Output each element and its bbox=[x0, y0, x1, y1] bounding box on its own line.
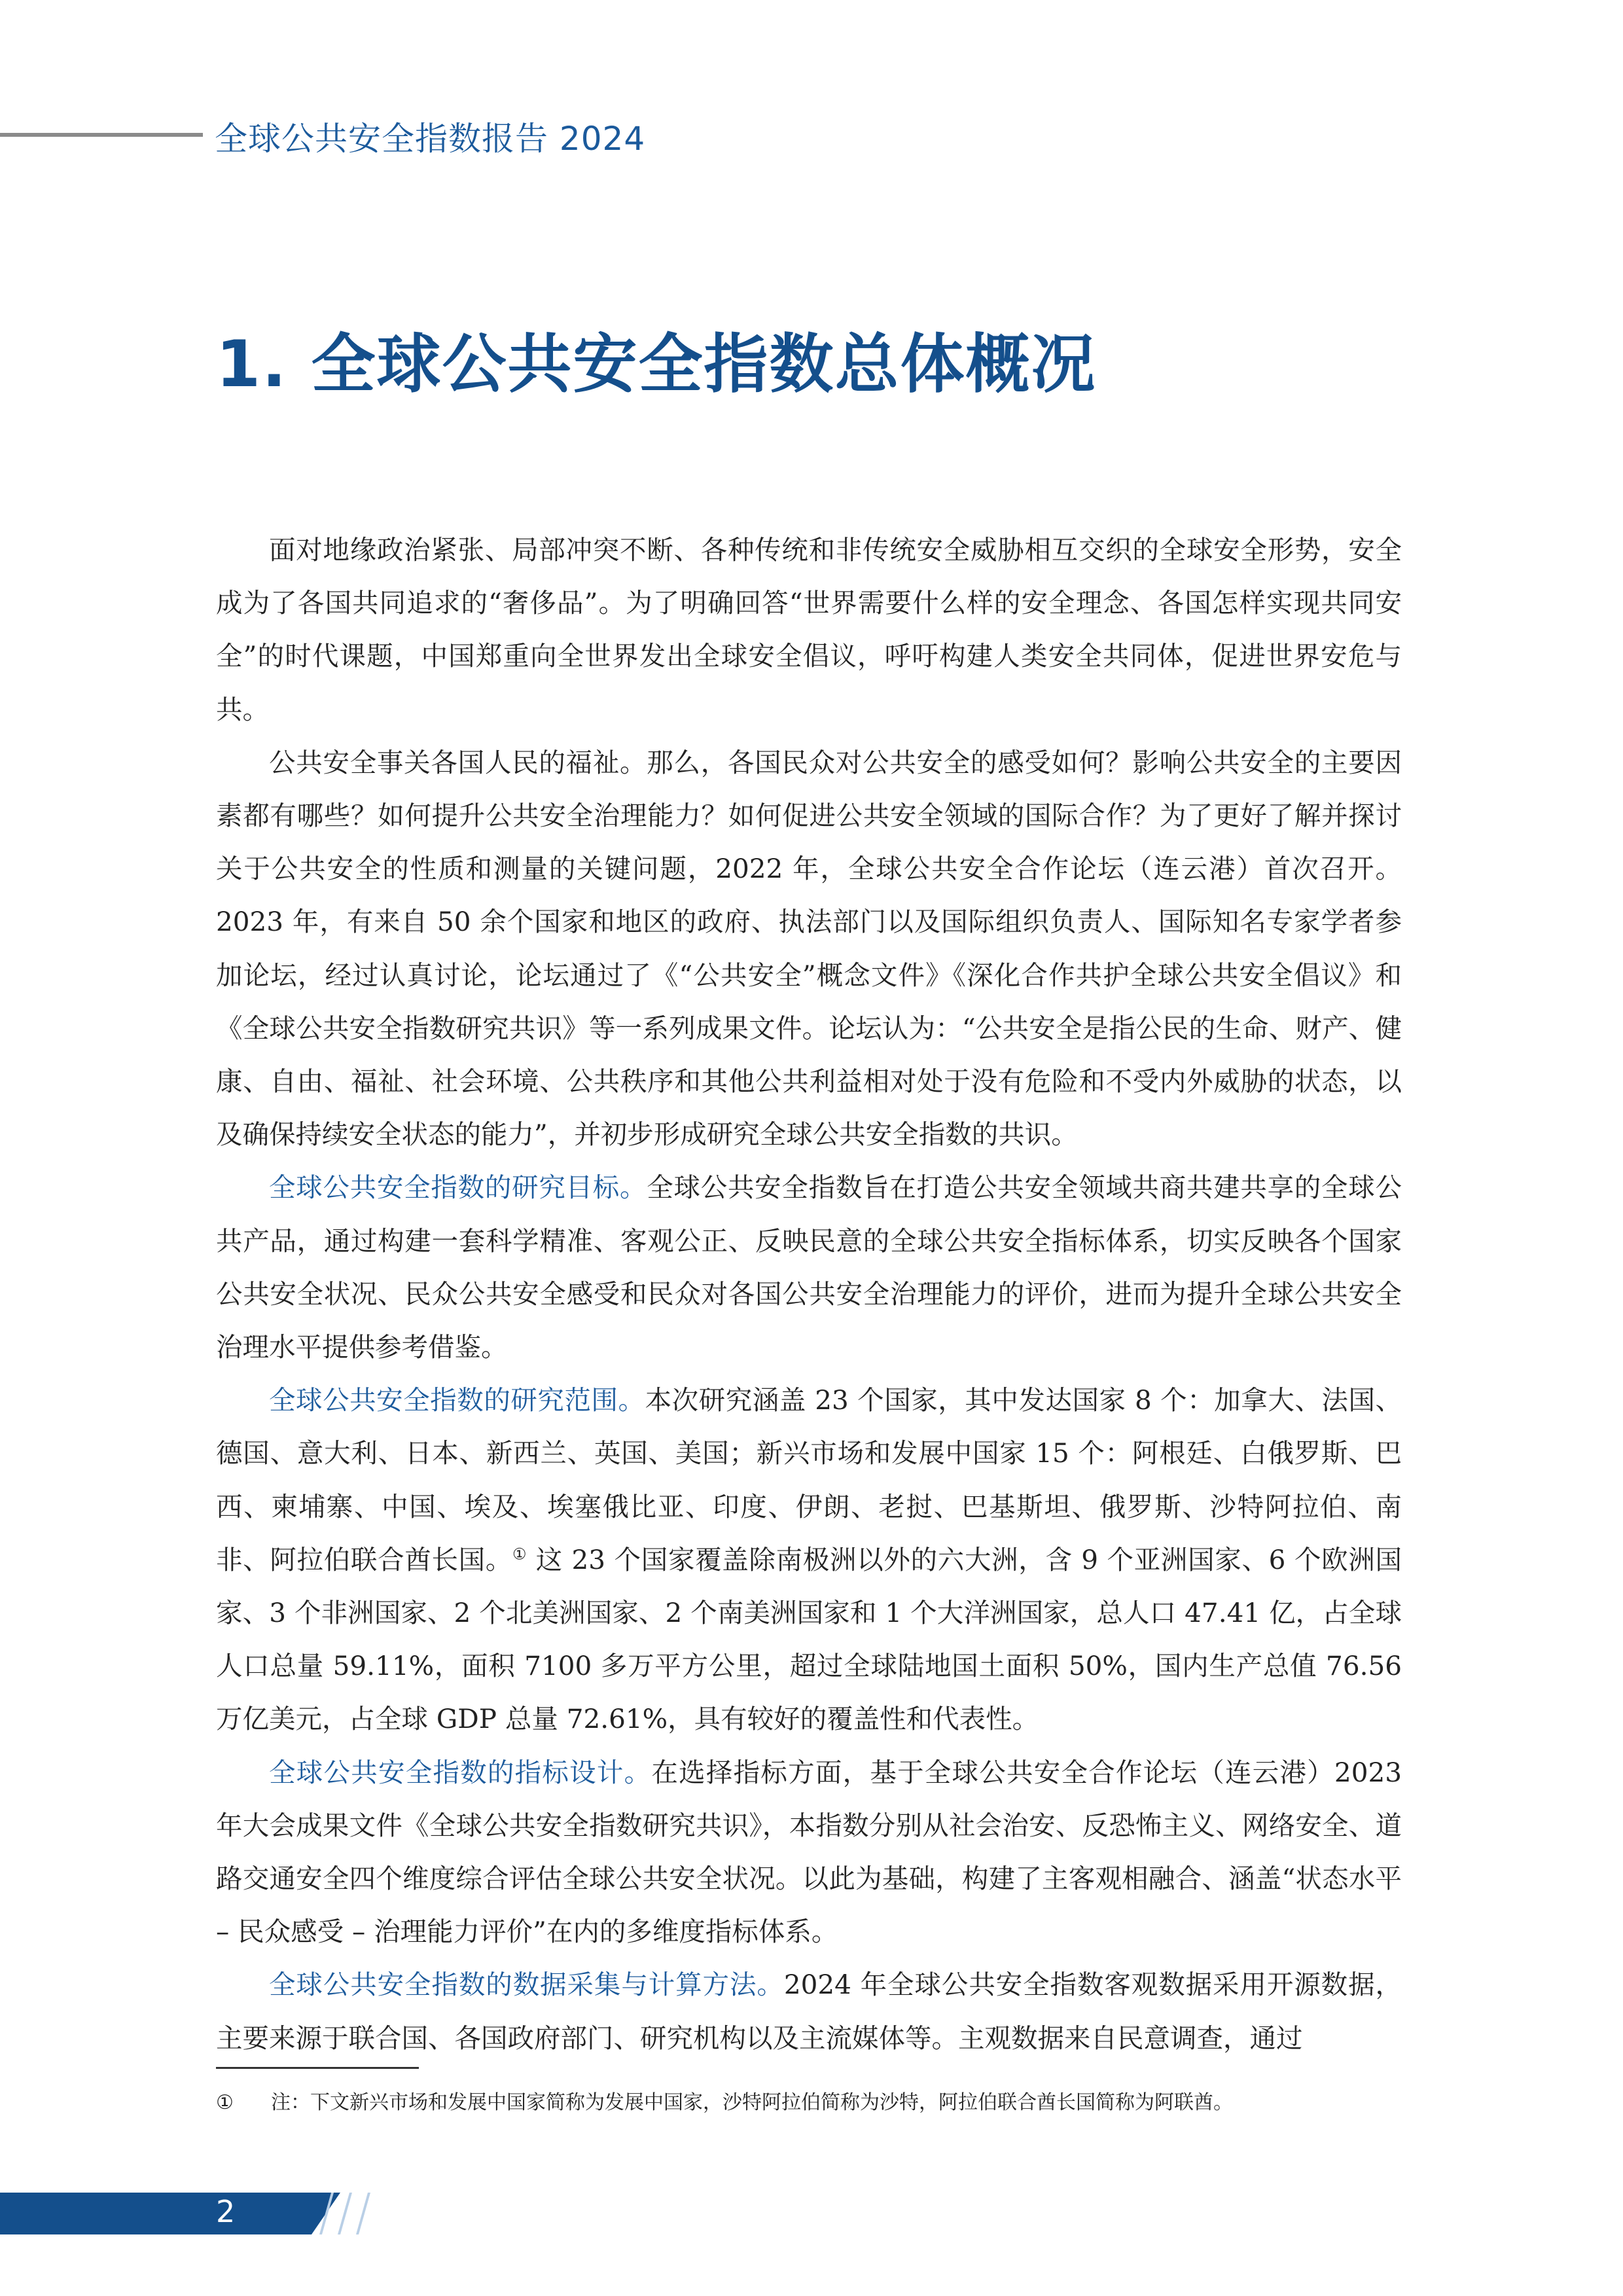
paragraph-indicator-design bbox=[216, 1746, 1402, 1959]
section-title: 1. 全球公共安全指数总体概况 bbox=[216, 327, 1097, 402]
indicator-design-heading: 全球公共安全指数的指标设计。 bbox=[269, 1756, 652, 1788]
running-header-title: 全球公共安全指数报告 2024 bbox=[215, 120, 646, 158]
data-method-heading: 全球公共安全指数的数据采集与计算方法。 bbox=[269, 1969, 784, 2001]
page-number: 2 bbox=[216, 2194, 236, 2229]
footnote bbox=[216, 2088, 1402, 2118]
paragraph-research-scope bbox=[216, 1374, 1402, 1746]
footnote-rule bbox=[216, 2067, 419, 2069]
header-rule bbox=[0, 133, 203, 137]
paragraph-data-method bbox=[216, 1958, 1402, 2064]
paragraph-1 bbox=[216, 524, 1402, 736]
body-text bbox=[216, 524, 1402, 2065]
research-scope-heading: 全球公共安全指数的研究范围。 bbox=[269, 1384, 645, 1416]
research-scope-text-b: 这 23 个国家覆盖除南极洲以外的六大洲，含 9 个亚洲国家、6 个欧洲国家、3 个非洲国家、2 个北美洲国家、2 个南美洲国家和 1 个大洋洲国家，总人口 47.41 亿，占全球人口总量 59.11%，面积 7100 多万平方公里，超过全球陆地国土面积 50%，国内生产总值 76.56 万亿美元，占全球 GDP 总量 72.61%，具有较好的覆盖性和代表性。 bbox=[216, 1543, 1402, 1735]
footnote-reference[interactable]: ① bbox=[512, 1545, 527, 1564]
footnote-mark: ① bbox=[216, 2091, 234, 2114]
research-goal-text: 全球公共安全指数旨在打造公共安全领域共商共建共享的全球公共产品，通过构建一套科学精准、客观公正、反映民意的全球公共安全指标体系，切实反映各个国家公共安全状况、民众公共安全感受和民众对各国公共安全治理能力的评价，进而为提升全球公共安全治理水平提供参考借鉴。 bbox=[216, 1172, 1402, 1363]
indicator-design-text: 在选择指标方面，基于全球公共安全合作论坛（连云港）2023 年大会成果文件《全球公共安全指数研究共识》，本指数分别从社会治安、反恐怖主义、网络安全、道路交通安全四个维度综合评估全球公共安全状况。以此为基础，构建了主客观相融合、涵盖“状态水平 – 民众感受 – 治理能力评价”在内的多维度指标体系。 bbox=[216, 1756, 1402, 1948]
research-scope-text-a: 本次研究涵盖 23 个国家，其中发达国家 8 个：加拿大、法国、德国、意大利、日本、新西兰、英国、美国；新兴市场和发展中国家 15 个：阿根廷、白俄罗斯、巴西、柬埔寨、中国、埃及、埃塞俄比亚、印度、伊朗、老挝、巴基斯坦、俄罗斯、沙特阿拉伯、南非、阿拉伯联合酋长国。 bbox=[216, 1384, 1402, 1575]
footer-band bbox=[0, 2193, 340, 2234]
footer-stripe-2 bbox=[338, 2193, 352, 2234]
research-goal-heading: 全球公共安全指数的研究目标。 bbox=[269, 1172, 647, 1204]
data-method-text: 2024 年全球公共安全指数客观数据采用开源数据，主要来源于联合国、各国政府部门、研究机构以及主流媒体等。主观数据来自民意调查，通过 bbox=[216, 1969, 1402, 2054]
footer-stripe-3 bbox=[356, 2193, 370, 2234]
paragraph-research-goal bbox=[216, 1161, 1402, 1374]
footnote-text: 注：下文新兴市场和发展中国家简称为发展中国家，沙特阿拉伯简称为沙特，阿拉伯联合酋长国简称为阿联酋。 bbox=[271, 2091, 1233, 2114]
paragraph-2-text: 公共安全事关各国人民的福祉。那么，各国民众对公共安全的感受如何？影响公共安全的主要因素都有哪些？如何提升公共安全治理能力？如何促进公共安全领域的国际合作？为了更好了解并探讨关于公共安全的性质和测量的关键问题，2022 年，全球公共安全合作论坛（连云港）首次召开。2023 年，有来自 50 余个国家和地区的政府、执法部门以及国际组织负责人、国际知名专家学者参加论坛，经过认真讨论，论坛通过了《“公共安全”概念文件》《深化合作共护全球公共安全倡议》和《全球公共安全指数研究共识》等一系列成果文件。论坛认为：“公共安全是指公民的生命、财产、健康、自由、福祉、社会环境、公共秩序和其他公共利益相对处于没有危险和不受内外威胁的状态，以及确保持续安全状态的能力”，并初步形成研究全球公共安全指数的共识。 bbox=[216, 746, 1402, 1151]
paragraph-2 bbox=[216, 736, 1402, 1162]
paragraph-1-text: 面对地缘政治紧张、局部冲突不断、各种传统和非传统安全威胁相互交织的全球安全形势，安全成为了各国共同追求的“奢侈品”。为了明确回答“世界需要什么样的安全理念、各国怎样实现共同安全”的时代课题，中国郑重向全世界发出全球安全倡议，呼吁构建人类安全共同体，促进世界安危与共。 bbox=[216, 534, 1402, 725]
